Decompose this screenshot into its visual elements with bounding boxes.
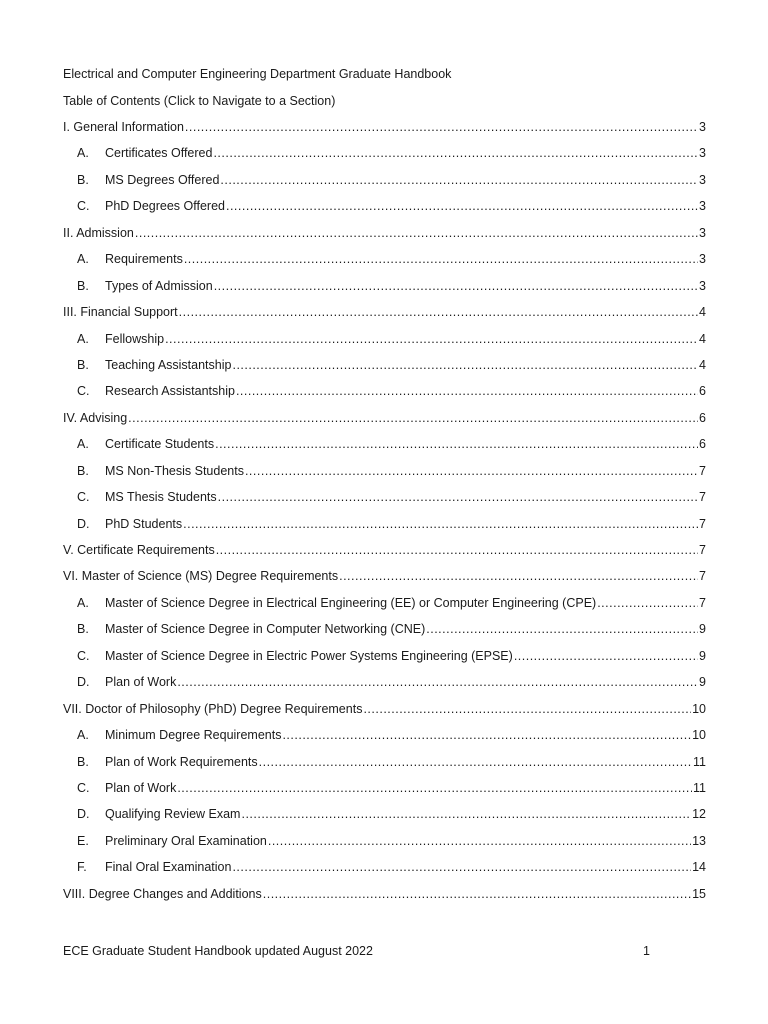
- toc-item-page-number: 9: [699, 675, 706, 690]
- toc-item-page-number: 3: [699, 172, 706, 187]
- dot-leader: [426, 620, 698, 638]
- toc-item-label: Master of Science Degree in Electrical Engineering (EE) or Computer Engineering (CPE): [105, 595, 597, 610]
- toc-subsection-link[interactable]: [63, 594, 706, 620]
- toc-item-page-number: 7: [699, 569, 706, 584]
- toc-section-link[interactable]: [63, 567, 706, 593]
- dot-leader: [339, 567, 698, 585]
- toc-item-letter: A.: [77, 595, 89, 610]
- toc-item-letter: C.: [77, 780, 90, 795]
- toc-section-link[interactable]: [63, 885, 706, 911]
- toc-item-label: I. General Information: [63, 120, 184, 134]
- dot-leader: [241, 805, 691, 823]
- toc-item-label: VIII. Degree Changes and Additions: [63, 886, 262, 901]
- toc-item-label: Qualifying Review Exam: [105, 807, 241, 822]
- toc-item-label: Final Oral Examination: [105, 860, 232, 875]
- toc-item-label: MS Degrees Offered: [105, 172, 220, 187]
- toc-heading: Table of Contents (Click to Navigate to a Section): [63, 94, 336, 108]
- toc-item-letter: D.: [77, 807, 90, 822]
- toc-item-page-number: 12: [692, 807, 706, 822]
- toc-item-label: MS Thesis Students: [105, 490, 217, 505]
- toc-item-page-number: 6: [699, 437, 706, 452]
- toc-item-letter: A.: [77, 146, 89, 161]
- toc-item-label: Teaching Assistantship: [105, 357, 232, 372]
- toc-item-label: Master of Science Degree in Electric Power Systems Engineering (EPSE): [105, 648, 513, 663]
- toc-item-label: MS Non-Thesis Students: [105, 463, 244, 478]
- toc-item-page-number: 11: [693, 780, 706, 795]
- toc-item-label: Plan of Work: [105, 780, 177, 795]
- footer-page-number: 1: [643, 944, 650, 958]
- toc-item-letter: E.: [77, 833, 89, 848]
- toc-item-letter: B.: [77, 357, 89, 372]
- toc-item-label: VI. Master of Science (MS) Degree Requirements: [63, 569, 339, 584]
- toc-item-letter: A.: [77, 437, 89, 452]
- toc-item-label: V. Certificate Requirements: [63, 543, 215, 557]
- toc-item-label: Fellowship: [105, 331, 165, 346]
- footer-text: ECE Graduate Student Handbook updated August 2022: [63, 944, 373, 958]
- toc-item-page-number: 15: [692, 886, 706, 901]
- dot-leader: [179, 303, 698, 321]
- toc-subsection-link[interactable]: [63, 382, 706, 408]
- toc-item-label: Preliminary Oral Examination: [105, 833, 267, 848]
- toc-subsection-link[interactable]: [63, 330, 706, 356]
- dot-leader: [183, 515, 698, 533]
- dot-leader: [236, 382, 698, 400]
- toc-item-label: Requirements: [105, 252, 183, 267]
- dot-leader: [597, 594, 698, 612]
- toc-item-page-number: 3: [699, 199, 706, 214]
- toc-item-page-number: 3: [699, 146, 706, 161]
- toc-item-letter: A.: [77, 331, 89, 346]
- toc-subsection-link[interactable]: [63, 250, 706, 276]
- toc-subsection-link[interactable]: [63, 779, 706, 805]
- toc-item-page-number: 6: [699, 410, 706, 425]
- toc-section-link[interactable]: [63, 409, 706, 435]
- document-title: Electrical and Computer Engineering Department Graduate Handbook: [63, 67, 452, 81]
- toc-item-letter: B.: [77, 172, 89, 187]
- toc-item-label: Master of Science Degree in Computer Networking (CNE): [105, 622, 426, 637]
- dot-leader: [215, 435, 698, 453]
- toc-item-label: II. Admission: [63, 225, 134, 240]
- toc-item-letter: D.: [77, 675, 90, 690]
- dot-leader: [259, 753, 692, 771]
- toc-item-letter: B.: [77, 278, 89, 293]
- dot-leader: [213, 144, 698, 162]
- toc-item-letter: C.: [77, 490, 90, 505]
- toc-subsection-link[interactable]: [63, 488, 706, 514]
- dot-leader: [268, 832, 691, 850]
- toc-item-page-number: 3: [699, 225, 706, 240]
- dot-leader: [128, 409, 698, 427]
- toc-section-link[interactable]: [63, 118, 706, 144]
- toc-item-label: Certificates Offered: [105, 146, 213, 161]
- toc-subsection-link[interactable]: [63, 753, 706, 779]
- toc-item-label: Certificate Students: [105, 437, 215, 452]
- toc-item-page-number: 7: [699, 516, 706, 531]
- toc-item-label: IV. Advising: [63, 410, 128, 425]
- dot-leader: [216, 541, 698, 559]
- toc-item-page-number: 3: [699, 252, 706, 267]
- toc-subsection-link[interactable]: [63, 435, 706, 461]
- toc-item-page-number: 7: [699, 595, 706, 610]
- toc-item-page-number: 10: [692, 701, 706, 716]
- dot-leader: [232, 858, 691, 876]
- toc-section-link[interactable]: [63, 700, 706, 726]
- toc-item-label: Plan of Work Requirements: [105, 754, 258, 769]
- toc-subsection-link[interactable]: [63, 356, 706, 382]
- toc-item-page-number: 4: [699, 357, 706, 372]
- dot-leader: [220, 171, 698, 189]
- toc-item-page-number: 6: [699, 384, 706, 399]
- toc-item-letter: C.: [77, 199, 90, 214]
- toc-subsection-link[interactable]: [63, 515, 706, 541]
- dot-leader: [184, 250, 698, 268]
- toc-item-label: Types of Admission: [105, 278, 213, 293]
- toc-item-letter: F.: [77, 860, 87, 875]
- toc-subsection-link[interactable]: [63, 620, 706, 646]
- dot-leader: [245, 462, 698, 480]
- toc-subsection-link[interactable]: [63, 277, 706, 303]
- toc-item-letter: D.: [77, 516, 90, 531]
- toc-subsection-link[interactable]: [63, 144, 706, 170]
- toc-section-link[interactable]: [63, 541, 706, 567]
- toc-subsection-link[interactable]: [63, 673, 706, 699]
- toc-subsection-link[interactable]: [63, 197, 706, 223]
- toc-item-label: Minimum Degree Requirements: [105, 728, 282, 743]
- toc-subsection-link[interactable]: [63, 832, 706, 858]
- toc-subsection-link[interactable]: [63, 647, 706, 673]
- toc-item-page-number: 11: [693, 754, 706, 769]
- dot-leader: [282, 726, 691, 744]
- toc-item-page-number: 9: [699, 648, 706, 663]
- dot-leader: [514, 647, 698, 665]
- toc-subsection-link[interactable]: [63, 805, 706, 831]
- toc-item-letter: C.: [77, 648, 90, 663]
- toc-item-page-number: 9: [699, 622, 706, 637]
- toc-item-label: Plan of Work: [105, 675, 177, 690]
- toc-item-page-number: 3: [699, 278, 706, 293]
- toc-item-letter: A.: [77, 728, 89, 743]
- toc-item-page-number: 7: [699, 543, 706, 557]
- dot-leader: [177, 673, 698, 691]
- toc-item-label: PhD Degrees Offered: [105, 199, 225, 214]
- dot-leader: [185, 118, 698, 136]
- toc-item-page-number: 7: [699, 463, 706, 478]
- toc-subsection-link[interactable]: [63, 171, 706, 197]
- toc-item-label: Research Assistantship: [105, 384, 235, 399]
- toc-item-page-number: 4: [699, 305, 706, 320]
- toc-section-link[interactable]: [63, 303, 706, 329]
- dot-leader: [165, 330, 698, 348]
- dot-leader: [226, 197, 698, 215]
- toc-item-page-number: 14: [692, 860, 706, 875]
- toc-item-label: VII. Doctor of Philosophy (PhD) Degree Requirements: [63, 701, 363, 716]
- toc-subsection-link[interactable]: [63, 726, 706, 752]
- dot-leader: [263, 885, 691, 903]
- toc-item-letter: B.: [77, 754, 89, 769]
- dot-leader: [135, 224, 698, 242]
- toc-item-page-number: 3: [699, 120, 706, 134]
- dot-leader: [177, 779, 692, 797]
- toc-item-letter: A.: [77, 252, 89, 267]
- toc-item-letter: B.: [77, 463, 89, 478]
- toc-item-letter: B.: [77, 622, 89, 637]
- toc-section-link[interactable]: [63, 224, 706, 250]
- toc-item-letter: C.: [77, 384, 90, 399]
- table-of-contents: [63, 118, 706, 911]
- dot-leader: [218, 488, 698, 506]
- dot-leader: [232, 356, 698, 374]
- toc-item-label: PhD Students: [105, 516, 183, 531]
- dot-leader: [214, 277, 698, 295]
- dot-leader: [363, 700, 691, 718]
- toc-item-label: III. Financial Support: [63, 305, 178, 320]
- toc-item-page-number: 13: [692, 833, 706, 848]
- toc-subsection-link[interactable]: [63, 462, 706, 488]
- toc-item-page-number: 10: [692, 728, 706, 743]
- toc-item-page-number: 4: [699, 331, 706, 346]
- toc-subsection-link[interactable]: [63, 858, 706, 884]
- toc-item-page-number: 7: [699, 490, 706, 505]
